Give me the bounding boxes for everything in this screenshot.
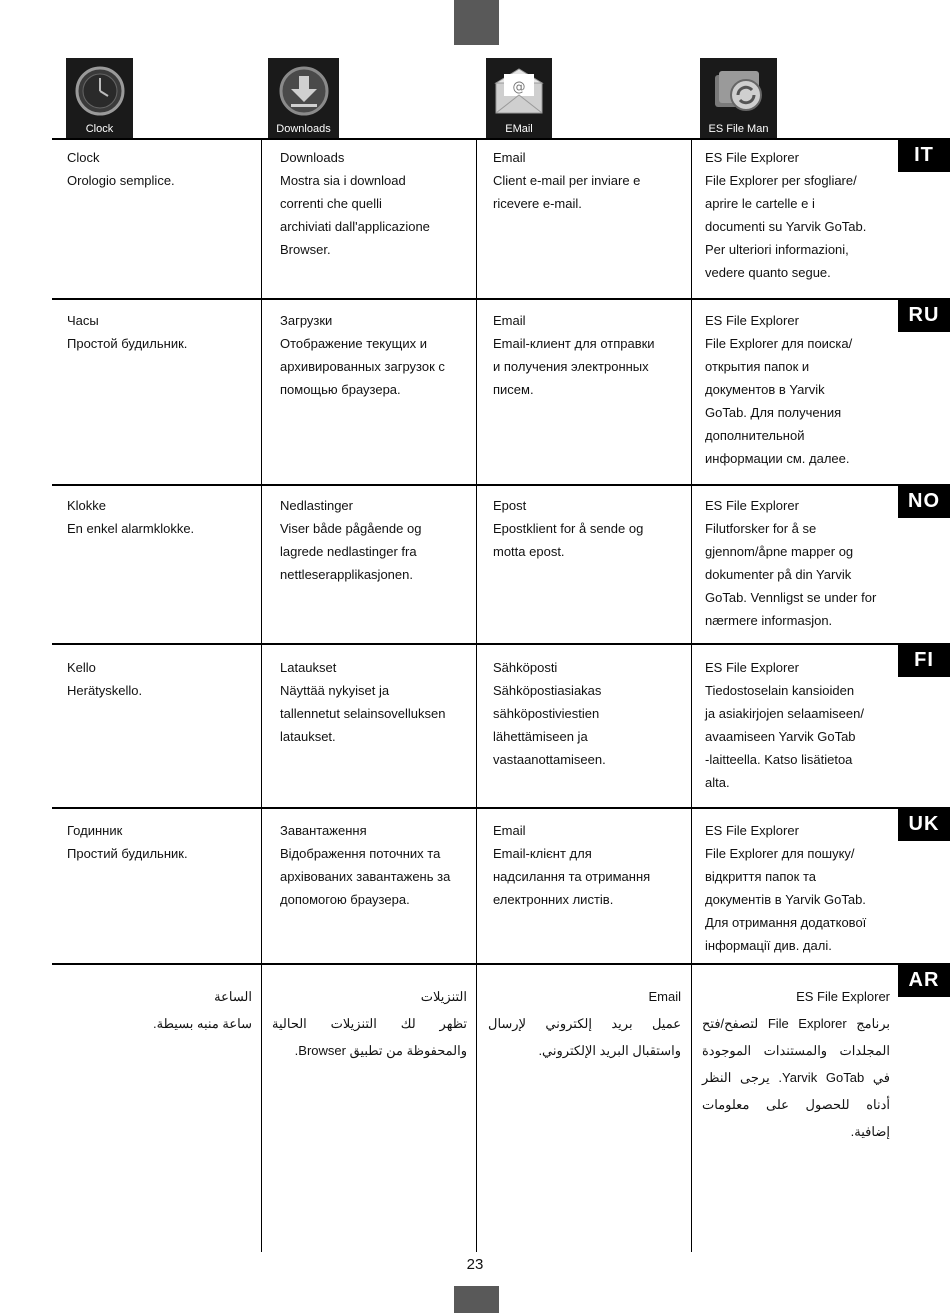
email-icon: [486, 64, 552, 118]
cell-clock-no: [67, 494, 257, 540]
cell-description: Tiedostoselain kansioiden ja asiakirjojen selaamiseen/ avaamiseen Yarvik GoTab -laitteella. Katso lisätietoa alta.: [705, 683, 864, 790]
cell-es-file-explorer-fi: [705, 656, 897, 794]
cell-title: التنزيلات: [420, 989, 467, 1004]
email-app-icon: [486, 58, 552, 138]
cell-downloads-ar: [272, 983, 467, 1064]
cell-title: ES File Explorer: [705, 823, 799, 838]
cell-downloads-ru: [280, 309, 475, 401]
cell-title: ES File Explorer: [705, 313, 799, 328]
cell-es-file-explorer-no: [705, 494, 901, 632]
cell-title: Klokke: [67, 498, 107, 513]
top-tab-marker: [454, 0, 499, 45]
cell-description: Отображение текущих и архивированных загрузок с помощью браузера.: [280, 336, 445, 397]
cell-title: الساعة: [214, 989, 252, 1004]
cell-title: Email: [648, 989, 681, 1004]
cell-clock-uk: [67, 819, 257, 865]
cell-description: Mostra sia i download correnti che quelli archiviati dall'applicazione Browser.: [280, 173, 430, 257]
es-file-manager-icon: [700, 64, 777, 118]
cell-es-file-explorer-uk: [705, 819, 897, 957]
cell-title: ES File Explorer: [705, 660, 799, 675]
language-tab-ar: AR: [898, 963, 950, 997]
cell-email-fi: [493, 656, 688, 771]
cell-description: Простий будильник.: [67, 846, 188, 861]
cell-description: Näyttää nykyiset ja tallennetut selainsovelluksen lataukset.: [280, 683, 446, 744]
downloads-icon: [268, 64, 339, 118]
cell-title: ES File Explorer: [705, 150, 799, 165]
es-file-manager-caption: ES File Man: [708, 123, 769, 135]
cell-es-file-explorer-ar: [702, 983, 890, 1145]
cell-description: Sähköpostiasiakas sähköpostiviestien lähettämiseen ja vastaanottamiseen.: [493, 683, 606, 767]
cell-title: Epost: [493, 498, 527, 513]
cell-title: ES File Explorer: [705, 498, 799, 513]
cell-title: Загрузки: [280, 313, 333, 328]
column-divider: [476, 139, 477, 1252]
cell-description: Viser både pågående og lagrede nedlastinger fra nettleserapplikasjonen.: [280, 521, 422, 582]
cell-description: Herätyskello.: [67, 683, 143, 698]
cell-description: Filutforsker for å se gjennom/åpne mapper og dokumenter på din Yarvik GoTab. Vennligst se under for nærmere informasjon.: [705, 521, 877, 628]
cell-title: Lataukset: [280, 660, 337, 675]
cell-title: Sähköposti: [493, 660, 558, 675]
downloads-app-icon: [268, 58, 339, 138]
cell-title: Завантаження: [280, 823, 367, 838]
cell-title: Email: [493, 313, 526, 328]
cell-description: File Explorer для поиска/ открытия папок и документов в Yarvik GoTab. Для получения дополнительной информации см. далее.: [705, 336, 853, 466]
cell-es-file-explorer-it: [705, 146, 897, 284]
cell-downloads-fi: [280, 656, 475, 748]
cell-clock-fi: [67, 656, 257, 702]
cell-clock-it: [67, 146, 257, 192]
cell-description: Email-клієнт для надсилання та отримання електронних листів.: [493, 846, 651, 907]
clock-icon: [66, 64, 133, 118]
bottom-tab-marker: [454, 1286, 499, 1313]
clock-app-icon: [66, 58, 133, 138]
cell-description: Client e-mail per inviare e ricevere e-mail.: [493, 173, 641, 211]
cell-clock-ar: [67, 983, 252, 1037]
cell-description: برنامج File Explorer لتصفح/فتح المجلدات والمستندات الموجودة في Yarvik GoTab. يرجى النظر أدناه للحصول على معلومات إضافية.: [702, 1016, 890, 1139]
table-rule: [52, 484, 949, 486]
language-tab-fi: FI: [898, 643, 950, 677]
language-tab-it: IT: [898, 138, 950, 172]
language-tab-no: NO: [898, 484, 950, 518]
column-divider: [261, 139, 262, 1252]
cell-title: ES File Explorer: [796, 989, 890, 1004]
cell-title: Downloads: [280, 150, 345, 165]
cell-email-it: [493, 146, 688, 215]
cell-title: Kello: [67, 660, 96, 675]
cell-title: Годинник: [67, 823, 123, 838]
cell-description: تظهر لك التنزيلات الحالية والمحفوظة من تطبيق Browser.: [272, 1016, 467, 1058]
cell-email-ar: [488, 983, 681, 1064]
table-rule: [52, 643, 949, 645]
cell-title: Nedlastinger: [280, 498, 353, 513]
cell-downloads-no: [280, 494, 475, 586]
cell-title: Clock: [67, 150, 100, 165]
cell-email-uk: [493, 819, 688, 911]
cell-clock-ru: [67, 309, 257, 355]
table-rule-top: [52, 138, 949, 140]
table-rule: [52, 298, 949, 300]
cell-description: File Explorer per sfogliare/ aprire le cartelle e i documenti su Yarvik GoTab. Per ulteriori informazioni, vedere quanto segue.: [705, 173, 867, 280]
table-rule: [52, 807, 949, 809]
language-tab-uk: UK: [898, 807, 950, 841]
cell-downloads-uk: [280, 819, 475, 911]
cell-email-no: [493, 494, 688, 563]
cell-description: Email-клиент для отправки и получения электронных писем.: [493, 336, 655, 397]
cell-es-file-explorer-ru: [705, 309, 897, 470]
language-tab-ru: RU: [898, 298, 950, 332]
es-file-manager-app-icon: [700, 58, 777, 138]
cell-title: Email: [493, 150, 526, 165]
email-caption: EMail: [505, 123, 533, 135]
cell-description: Epostklient for å sende og motta epost.: [493, 521, 644, 559]
clock-caption: Clock: [85, 123, 114, 135]
cell-email-ru: [493, 309, 688, 401]
cell-description: File Explorer для пошуку/ відкриття папок та документів в Yarvik GoTab. Для отримання додаткової інформації див. далі.: [705, 846, 867, 953]
cell-title: Email: [493, 823, 526, 838]
column-divider: [691, 139, 692, 1252]
cell-description: Простой будильник.: [67, 336, 188, 351]
svg-text:@: @: [512, 80, 526, 95]
downloads-caption: Downloads: [276, 123, 331, 135]
cell-downloads-it: [280, 146, 475, 261]
cell-description: ساعة منبه بسيطة.: [153, 1016, 252, 1031]
table-rule: [52, 963, 949, 965]
page-number: 23: [466, 1256, 484, 1273]
cell-description: عميل بريد إلكتروني لإرسال واستقبال البريد الإلكتروني.: [488, 1016, 681, 1058]
cell-description: Відображення поточних та архівованих завантажень за допомогою браузера.: [280, 846, 451, 907]
cell-title: Часы: [67, 313, 99, 328]
cell-description: En enkel alarmklokke.: [67, 521, 195, 536]
cell-description: Orologio semplice.: [67, 173, 175, 188]
